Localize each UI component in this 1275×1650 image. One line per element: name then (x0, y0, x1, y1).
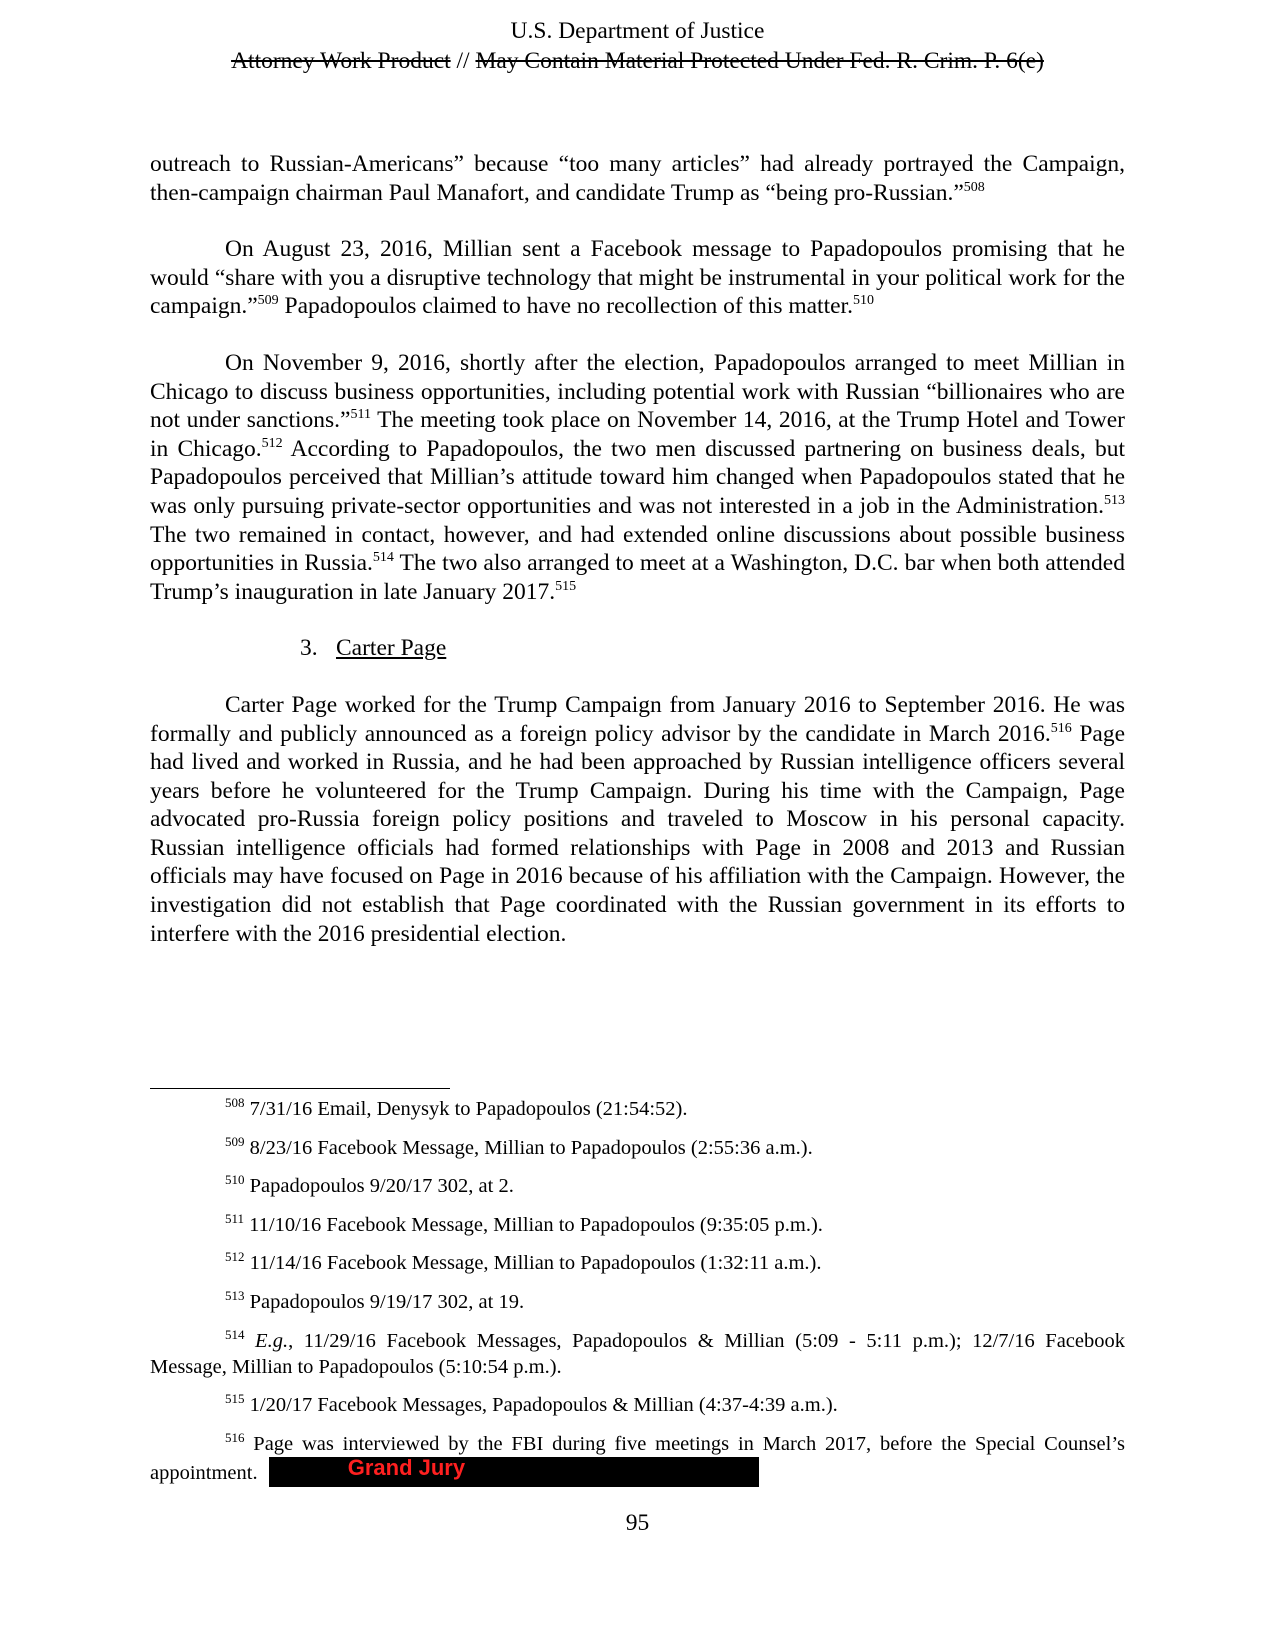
main-body (150, 150, 1125, 948)
footnote (150, 1135, 1125, 1161)
footnote-number: 514 (225, 1326, 245, 1342)
footnote-text: , 11/29/16 Facebook Messages, Papadopoulos & Millian (5:09 - 5:11 p.m.); 12/7/16 Facebook Message, Millian to Papadopoulos (5:10:54 p.m.). (150, 1329, 1126, 1378)
section-number: 3. (300, 635, 318, 662)
paragraph-text: On August 23, 2016, Millian sent a Facebook message to Papadopoulos promising that he would “share with you a disruptive technology that might be instrumental in your political work for the campaign.” (150, 236, 1125, 320)
footnote-number: 511 (225, 1210, 245, 1226)
agency-name: U.S. Department of Justice (510, 18, 765, 44)
footnote (150, 1431, 1125, 1487)
footnote-text: Page was interviewed by the FBI during five meetings in March 2017, before the Special Counsel’s appointment. (150, 1432, 1125, 1484)
footnote-ref: 511 (350, 407, 371, 423)
footnote-citation-signal: E.g. (244, 1329, 289, 1352)
footnote-number: 513 (225, 1287, 245, 1303)
footnote (150, 1173, 1125, 1199)
footnote-divider (150, 1088, 450, 1089)
footnote-text: 8/23/16 Facebook Message, Millian to Papadopoulos (2:55:36 a.m.). (244, 1136, 813, 1159)
footnote-ref: 510 (852, 293, 874, 309)
footnote-number: 512 (225, 1249, 245, 1265)
footnote-text: 11/14/16 Facebook Message, Millian to Papadopoulos (1:32:11 a.m.). (244, 1252, 822, 1275)
section-heading (300, 634, 1125, 663)
footnote-text: 11/10/16 Facebook Message, Millian to Papadopoulos (9:35:05 p.m.). (244, 1213, 823, 1236)
footnote (150, 1250, 1125, 1276)
paragraph-chicago-meeting (150, 349, 1125, 606)
footnote-ref: 509 (257, 293, 279, 309)
paragraph-text: Papadopoulos claimed to have no recollection of this matter. (278, 293, 853, 320)
paragraph-text: Page had lived and worked in Russia, and he had been approached by Russian intelligence officers several years before he volunteered for the Trump Campaign. During his time with the Campaign, Page advocated pro-Russia foreign policy positions and traveled to Moscow in his personal capacity. Russian intelligence officials had formed relationships with Page in 2008 and 2013 and Russian officials may have focused on Page in 2016 because of his affiliation with the Campaign. However, the investigation did not establish that Page coordinated with the Russian government in its efforts to interfere with the 2016 presidential election. (150, 720, 1125, 947)
paragraph-text: According to Papadopoulos, the two men discussed partnering on business deals, but Papadopoulos perceived that Millian’s attitude toward him changed when Papadopoulos stated that he was only pursuing private-sector opportunities and was not interested in a job in the Administration. (150, 435, 1125, 519)
footnote-ref: 516 (1050, 720, 1072, 736)
section-title: Carter Page (336, 635, 447, 662)
footnote-ref: 513 (1104, 492, 1125, 508)
paragraph-text: On November 9, 2016, shortly after the election, Papadopoulos arranged to meet Millian in Chicago to discuss business opportunities, including potential work with Russian “billionaires who are not under sanctions.” (150, 349, 1125, 434)
footnote-text: 1/20/17 Facebook Messages, Papadopoulos & Millian (4:37-4:39 a.m.). (244, 1394, 838, 1417)
redaction-label: Grand Jury (347, 1454, 466, 1480)
footnote-number: 510 (225, 1172, 245, 1188)
paragraph-millian-message (150, 235, 1125, 321)
footnote (150, 1212, 1125, 1238)
paragraph-text: The two remained in contact, however, and had extended online discussions about possible business opportunities in Russia. (150, 521, 1125, 577)
footnote-text: 7/31/16 Email, Denysyk to Papadopoulos (21:54:52). (244, 1098, 688, 1120)
footnote-ref: 512 (261, 435, 283, 451)
page-number: 95 (625, 1510, 650, 1536)
notice-work-product: Attorney Work Product (231, 48, 451, 74)
footnote-text: Papadopoulos 9/20/17 302, at 2. (244, 1175, 514, 1198)
footnote-ref: 514 (372, 550, 394, 566)
notice-separator: // (450, 48, 476, 74)
page-header (0, 16, 1275, 76)
footnote-text: Papadopoulos 9/19/17 302, at 19. (244, 1290, 525, 1313)
footnote (150, 1392, 1125, 1418)
paragraph-text: The two also arranged to meet at a Washington, D.C. bar when both attended Trump’s inauguration in late January 2017. (150, 550, 1125, 605)
paragraph-carter-page (150, 691, 1125, 948)
paragraph-continued (150, 150, 1125, 207)
footnote (150, 1096, 1125, 1122)
protection-notice (0, 46, 1275, 76)
footnote-ref: 515 (555, 578, 577, 594)
notice-rule-6e: May Contain Material Protected Under Fed. R. Crim. P. 6(e) (475, 48, 1044, 74)
footnote-number: 509 (225, 1133, 245, 1149)
paragraph-text: Carter Page worked for the Trump Campaign from January 2016 to September 2016. He was formally and publicly announced as a foreign policy advisor by the candidate in March 2016. (150, 691, 1125, 747)
footnotes (150, 1096, 1125, 1499)
footnote-number: 508 (225, 1095, 245, 1110)
paragraph-text: The meeting took place on November 14, 2016, at the Trump Hotel and Tower in Chicago. (150, 407, 1125, 462)
footnote-number: 515 (225, 1391, 245, 1407)
footnote-ref: 508 (963, 179, 985, 195)
redaction-block (269, 1454, 759, 1487)
footnote-number: 516 (225, 1429, 245, 1445)
footnote (150, 1289, 1125, 1315)
footnote (150, 1328, 1125, 1380)
paragraph-text: outreach to Russian-Americans” because “too many articles” had already portrayed the Campaign, then-campaign chairman Paul Manafort, and candidate Trump as “being pro-Russian.” (150, 151, 1125, 206)
